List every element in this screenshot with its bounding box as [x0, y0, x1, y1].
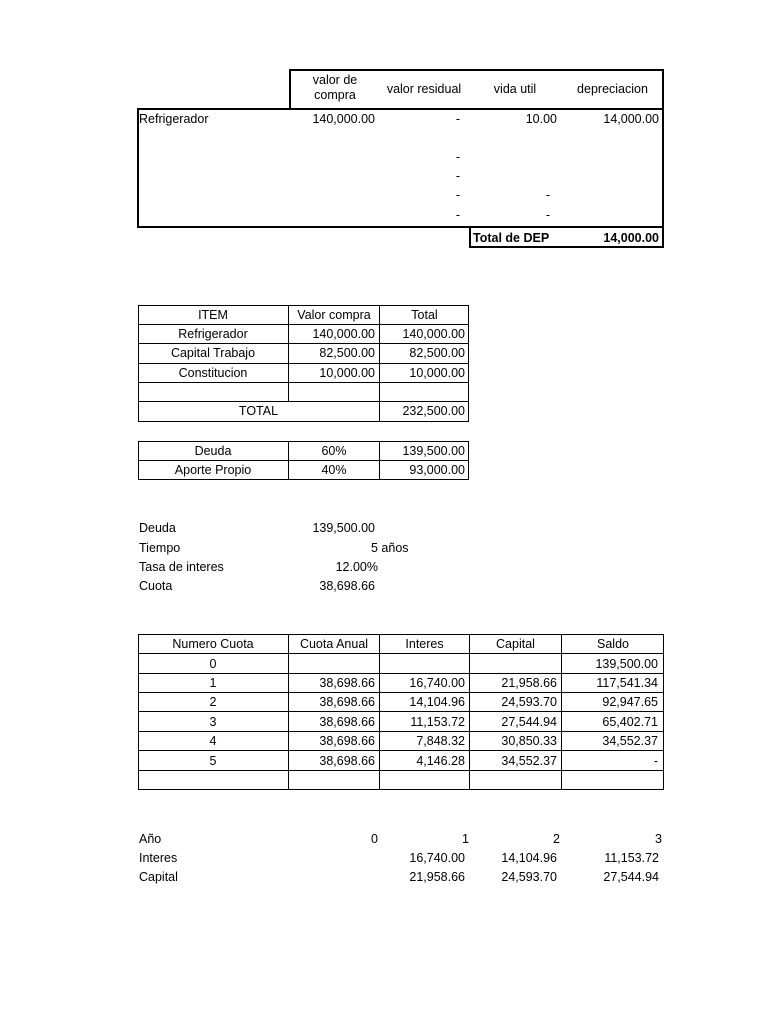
amort-header: Capital — [496, 637, 535, 651]
dep-header-vida: vida util — [493, 82, 537, 96]
summary-interes: 16,740.00 — [409, 851, 465, 865]
summary-year: 3 — [655, 832, 662, 846]
amort-header: Numero Cuota — [172, 637, 254, 651]
amort-cell: 5 — [209, 754, 217, 768]
dep-total-label: Total de DEP — [473, 231, 550, 245]
dep-row-residual: - — [455, 112, 460, 126]
dep-row-vida: - — [545, 188, 550, 202]
loan-tiempo-value: 5 años — [371, 541, 409, 555]
summary-interes-label: Interes — [139, 851, 178, 865]
dep-row-vida: 10.00 — [525, 112, 557, 126]
dep-row-residual: - — [455, 188, 460, 202]
inv-cell: 10,000.00 — [409, 366, 465, 380]
fin-cell: 60% — [321, 444, 347, 458]
summary-capital-label: Capital — [139, 870, 178, 884]
inv-total-value: 232,500.00 — [402, 404, 465, 418]
inv-cell: Constitucion — [178, 366, 248, 380]
fin-cell: Aporte Propio — [174, 463, 252, 477]
amort-cell: 38,698.66 — [319, 715, 375, 729]
summary-year: 2 — [553, 832, 560, 846]
fin-cell: 139,500.00 — [402, 444, 465, 458]
amort-cell: 30,850.33 — [501, 734, 557, 748]
amort-cell: 0 — [209, 657, 217, 671]
dep-row-vida: - — [545, 208, 550, 222]
amort-cell: 38,698.66 — [319, 695, 375, 709]
summary-capital: 24,593.70 — [501, 870, 557, 884]
amort-cell: 4 — [209, 734, 217, 748]
amort-cell: 34,552.37 — [602, 734, 658, 748]
amort-cell: 11,153.72 — [410, 715, 465, 729]
summary-interes: 14,104.96 — [501, 851, 557, 865]
inv-header-total: Total — [411, 308, 438, 322]
loan-cuota-label: Cuota — [139, 579, 173, 593]
amort-header: Cuota Anual — [299, 637, 369, 651]
summary-year-label: Año — [139, 832, 162, 846]
loan-cuota-value: 38,698.66 — [319, 579, 375, 593]
dep-row-item: Refrigerador — [139, 112, 209, 126]
amort-cell: 38,698.66 — [319, 754, 375, 768]
amort-cell: 38,698.66 — [319, 734, 375, 748]
inv-header-valor: Valor compra — [297, 308, 371, 322]
dep-row-valor: 140,000.00 — [312, 112, 375, 126]
inv-cell: Capital Trabajo — [170, 346, 256, 360]
amort-cell: 92,947.65 — [602, 695, 658, 709]
inv-cell: Refrigerador — [178, 327, 248, 341]
amort-cell: 4,146.28 — [416, 754, 465, 768]
amort-cell: 7,848.32 — [416, 734, 465, 748]
fin-cell: 40% — [321, 463, 347, 477]
amort-cell: 21,958.66 — [501, 676, 557, 690]
dep-row-residual: - — [455, 150, 460, 164]
dep-row-dep: 14,000.00 — [603, 112, 659, 126]
amort-cell: 27,544.94 — [501, 715, 557, 729]
loan-deuda-value: 139,500.00 — [312, 521, 375, 535]
inv-cell: 82,500.00 — [319, 346, 375, 360]
amort-cell: 38,698.66 — [319, 676, 375, 690]
amort-cell: 65,402.71 — [602, 715, 658, 729]
amort-cell: - — [653, 754, 658, 768]
inv-cell: 82,500.00 — [409, 346, 465, 360]
fin-cell: 93,000.00 — [409, 463, 465, 477]
loan-tasa-label: Tasa de interes — [139, 560, 224, 574]
dep-header-residual: valor residual — [386, 82, 462, 96]
amort-header: Saldo — [597, 637, 629, 651]
summary-capital: 21,958.66 — [409, 870, 465, 884]
dep-header-dep: depreciacion — [577, 82, 648, 96]
summary-capital: 27,544.94 — [603, 870, 659, 884]
inv-cell: 10,000.00 — [319, 366, 375, 380]
dep-row-residual: - — [455, 169, 460, 183]
summary-year: 0 — [371, 832, 378, 846]
amort-cell: 14,104.96 — [409, 695, 465, 709]
amort-cell: 2 — [209, 695, 217, 709]
dep-header-valor: valor de compra — [312, 73, 358, 102]
dep-row-residual: - — [455, 208, 460, 222]
amort-cell: 117,541.34 — [596, 676, 658, 690]
amort-cell: 34,552.37 — [501, 754, 557, 768]
loan-deuda-label: Deuda — [139, 521, 176, 535]
dep-total-value: 14,000.00 — [603, 231, 659, 245]
inv-cell: 140,000.00 — [402, 327, 465, 341]
amort-cell: 24,593.70 — [501, 695, 557, 709]
amort-cell: 16,740.00 — [409, 676, 465, 690]
summary-interes: 11,153.72 — [604, 851, 659, 865]
amort-cell: 139,500.00 — [595, 657, 658, 671]
loan-tasa-value: 12.00% — [335, 560, 378, 574]
inv-total-label: TOTAL — [238, 404, 279, 418]
amort-cell: 3 — [209, 715, 217, 729]
fin-cell: Deuda — [194, 444, 232, 458]
loan-tiempo-label: Tiempo — [139, 541, 181, 555]
amort-header: Interes — [405, 637, 444, 651]
inv-header-item: ITEM — [198, 308, 228, 322]
inv-cell: 140,000.00 — [312, 327, 375, 341]
amort-cell: 1 — [209, 676, 217, 690]
summary-year: 1 — [462, 832, 469, 846]
